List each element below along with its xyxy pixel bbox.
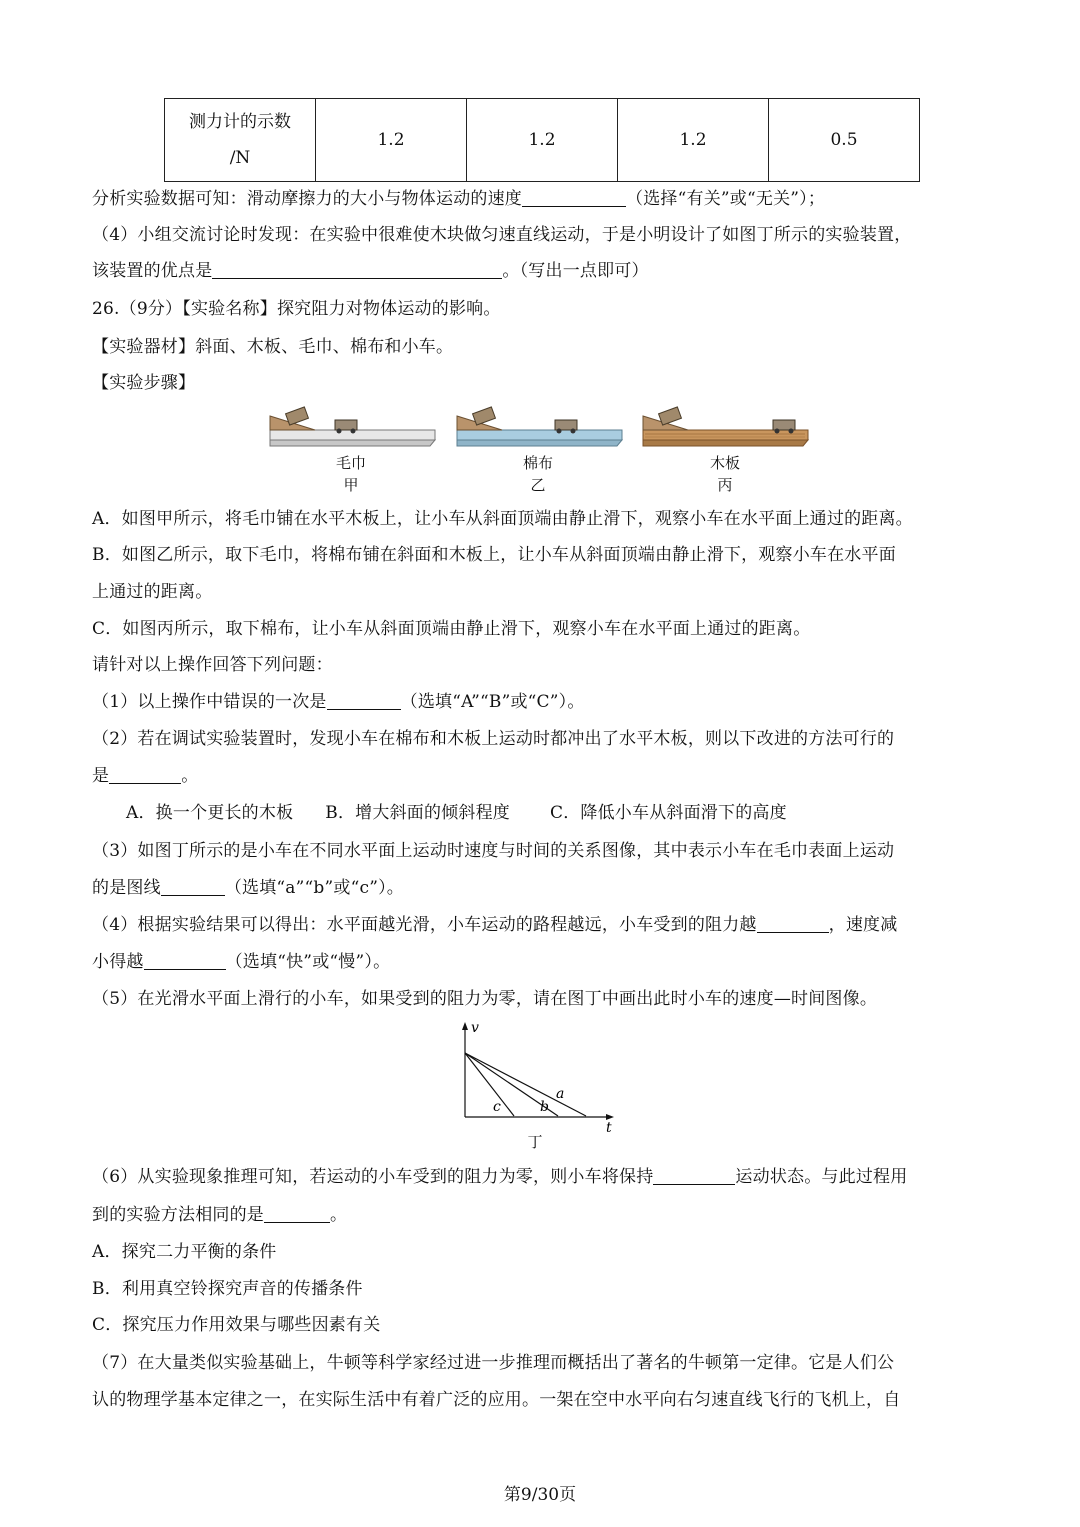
answer-blank[interactable]	[144, 952, 226, 970]
q26-3-line2	[92, 877, 404, 899]
q26-6-option-a: A．探究二力平衡的条件	[92, 1242, 277, 1262]
row-label-line2: /N	[229, 148, 251, 168]
q26-4-line2	[92, 951, 390, 973]
line-label-b: b	[540, 1099, 549, 1115]
answer-blank[interactable]	[653, 1167, 735, 1185]
answer-blank[interactable]	[522, 189, 626, 207]
q26-3-line1: （3）如图丁所示的是小车在不同水平面上运动时速度与时间的关系图像，其中表示小车在毛巾表面上运动	[92, 841, 895, 861]
table-row	[165, 99, 920, 182]
page-number: 第9/30页	[503, 1485, 577, 1505]
q26-6-line2	[92, 1204, 347, 1226]
q26-3-text: 的是图线	[92, 878, 161, 898]
q26-2-end: 。	[181, 766, 199, 786]
q26-6-text2: 运动状态。与此过程用	[735, 1167, 908, 1187]
q26-6-option-b: B．利用真空铃探究声音的传播条件	[92, 1279, 363, 1299]
q26-6-option-c: C．探究压力作用效果与哪些因素有关	[92, 1315, 381, 1335]
ramp-figures	[265, 400, 815, 452]
force-table	[164, 98, 920, 182]
line-label-c: c	[493, 1099, 501, 1115]
q26-2-text: 是	[92, 766, 110, 786]
answer-blank[interactable]	[757, 915, 829, 933]
figure-label-jia: 甲	[343, 477, 359, 494]
y-axis-label: v	[471, 1020, 479, 1036]
q25-4-line2	[92, 260, 649, 282]
q26-7-line1: （7）在大量类似实验基础上，牛顿等科学家经过进一步推理而概括出了著名的牛顿第一定律。它是人们公	[92, 1353, 895, 1373]
q26-6-text: （6）从实验现象推理可知，若运动的小车受到的阻力为零，则小车将保持	[92, 1167, 654, 1187]
answer-blank[interactable]	[264, 1205, 330, 1223]
q26-6-text3: 到的实验方法相同的是	[92, 1205, 264, 1225]
analysis-text: 分析实验数据可知：滑动摩擦力的大小与物体运动的速度	[92, 189, 522, 209]
vt-graph	[452, 1020, 622, 1152]
q26-1-hint: （选填“A”“B”或“C”）。	[400, 692, 585, 712]
q26-1-text: （1）以上操作中错误的一次是	[92, 692, 327, 712]
q26-equipment: 【实验器材】斜面、木板、毛巾、棉布和小车。	[92, 337, 454, 357]
line-a	[465, 1053, 586, 1116]
q26-4-text2: ，速度减	[828, 915, 898, 935]
q26-7-line2: 认的物理学基本定律之一，在实际生活中有着广泛的应用。一架在空中水平向右匀速直线飞行的飞机上，自	[92, 1390, 901, 1410]
option-a: A．换一个更长的木板	[126, 803, 294, 823]
x-axis-label: t	[606, 1120, 612, 1136]
prompt: 请针对以上操作回答下列问题：	[92, 655, 333, 675]
q26-steps-title: 【实验步骤】	[92, 373, 196, 393]
table-cell: 1.2	[467, 99, 618, 182]
q26-6-end: 。	[330, 1205, 348, 1225]
figure-material-wood: 木板	[709, 455, 740, 472]
q26-4-line1	[92, 914, 897, 936]
q26-5: （5）在光滑水平面上滑行的小车，如果受到的阻力为零，请在图丁中画出此时小车的速度—时间图像。	[92, 989, 878, 1009]
graph-caption: 丁	[527, 1134, 543, 1151]
row-label-line1: 测力计的示数	[189, 112, 291, 132]
answer-blank[interactable]	[212, 261, 502, 279]
table-cell: 0.5	[769, 99, 920, 182]
table-cell: 1.2	[316, 99, 467, 182]
figure-label-yi: 乙	[530, 477, 546, 494]
step-c: C．如图丙所示，取下棉布，让小车从斜面顶端由静止滑下，观察小车在水平面上通过的距离。	[92, 619, 811, 639]
option-b: B．增大斜面的倾斜程度	[325, 803, 510, 823]
q26-2-options	[126, 802, 787, 824]
q26-4-text: （4）根据实验结果可以得出：水平面越光滑，小车运动的路程越远，小车受到的阻力越	[92, 915, 757, 935]
q26-1	[92, 691, 585, 713]
line-label-a: a	[556, 1086, 565, 1102]
q26-2-line1: （2）若在调试实验装置时，发现小车在棉布和木板上运动时都冲出了水平木板，则以下改进的方法可行的	[92, 729, 895, 749]
figure-label-bing: 丙	[717, 477, 733, 494]
q26-2-line2	[92, 765, 198, 787]
q26-3-hint: （选填“a”“b”或“c”）。	[224, 878, 404, 898]
option-c: C．降低小车从斜面滑下的高度	[549, 803, 787, 823]
analysis-hint: （选择“有关”或“无关”）；	[626, 189, 826, 209]
q25-4-line1: （4）小组交流讨论时发现：在实验中很难使木块做匀速直线运动，于是小明设计了如图丁所示的实验装置，	[92, 225, 912, 245]
step-b-line1: B．如图乙所示，取下毛巾，将棉布铺在斜面和木板上，让小车从斜面顶端由静止滑下，观察小车在水平面	[92, 545, 896, 565]
q25-4-text: 该装置的优点是	[92, 261, 213, 281]
q26-4-hint: （选填“快”或“慢”）。	[225, 952, 391, 972]
q26-4-text3: 小得越	[92, 952, 144, 972]
ramp-figure-cloth	[457, 407, 622, 446]
q26-6-line1	[92, 1166, 907, 1188]
answer-blank[interactable]	[327, 692, 401, 710]
table-cell: 1.2	[618, 99, 769, 182]
answer-blank[interactable]	[109, 766, 181, 784]
answer-blank[interactable]	[161, 878, 225, 896]
figure-material-cloth: 棉布	[522, 455, 553, 472]
ramp-figure-wood	[643, 407, 808, 446]
step-b-line2: 上通过的距离。	[92, 582, 213, 602]
figure-material-towel: 毛巾	[335, 455, 366, 472]
analysis-line	[92, 188, 825, 210]
line-c	[465, 1053, 514, 1116]
ramp-figure-towel	[270, 407, 435, 446]
step-a: A．如图甲所示，将毛巾铺在水平木板上，让小车从斜面顶端由静止滑下，观察小车在水平面上通过的距离。	[92, 509, 913, 529]
q26-title: 26.（9分）【实验名称】探究阻力对物体运动的影响。	[92, 299, 501, 319]
q25-4-hint: 。（写出一点即可）	[502, 261, 649, 281]
row-label	[165, 99, 316, 182]
